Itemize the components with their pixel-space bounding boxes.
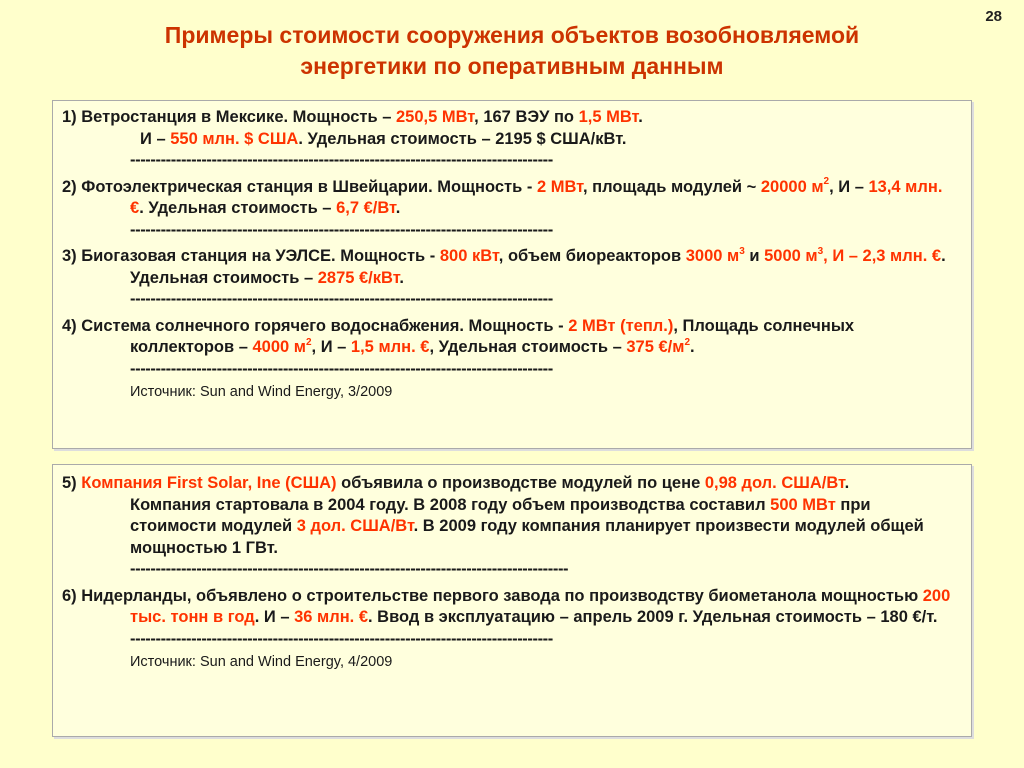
item-line — [130, 129, 957, 151]
item-text: . — [399, 268, 404, 287]
item-text: . Ввод в эксплуатацию – апрель 2009 г. Удельная стоимость – 180 €/т. — [368, 608, 938, 626]
item-solar-water — [62, 316, 957, 404]
item-text: , Площадь солнечных коллекторов – — [130, 316, 855, 356]
separator: ----------------------------------------------------------------------------------- — [130, 151, 553, 169]
highlight-value: 800 кВт — [439, 247, 499, 265]
item-text: , площадь модулей ~ — [583, 177, 761, 196]
highlight-value: 1,5 млн. € — [350, 338, 430, 356]
highlight-value: Компания First Solar, Ine (США) — [81, 474, 337, 492]
item-text: , И – — [829, 177, 869, 196]
highlight-value: 20000 $м^2$ — [760, 176, 830, 196]
highlight-value: 36 млн. € — [294, 608, 369, 626]
item-biogas — [62, 246, 957, 311]
highlight-value: 2 МВт — [536, 177, 583, 196]
highlight-value: 2 МВт (тепл.) — [568, 316, 674, 335]
highlight-value: 250,5 МВт — [395, 108, 475, 126]
separator: -------------------------------------------------------------------------------------- — [130, 560, 569, 578]
highlight-value: 4000 $м^2$ — [252, 336, 312, 356]
highlight-value: 200 тыс. тонн в год — [130, 586, 951, 626]
item-text: . Удельная стоимость – — [130, 247, 946, 287]
examples-box-2 — [52, 464, 972, 737]
item-first-solar — [62, 473, 957, 581]
item-wind-mexico — [62, 107, 957, 172]
item-text: , Удельная стоимость – — [429, 338, 627, 356]
item-netherlands-biomethanol — [62, 586, 957, 674]
item-text: . — [395, 199, 401, 217]
item-text: 5) — [62, 474, 82, 492]
item-text: объявила о производстве модулей по цене — [336, 474, 705, 492]
highlight-value: 13,4 млн. € — [130, 177, 943, 217]
item-text: при стоимости модулей — [130, 495, 871, 535]
item-text: 1) Ветростанция в Мексике. Мощность – — [62, 108, 396, 126]
item-text: И – — [140, 129, 171, 148]
separator: ----------------------------------------------------------------------------------- — [130, 220, 553, 239]
item-text: . И – — [254, 608, 295, 626]
separator: ----------------------------------------------------------------------------------- — [130, 359, 553, 378]
item-line — [130, 495, 957, 560]
source-citation: Источник: Sun and Wind Energy, 4/2009 — [130, 654, 393, 670]
source-citation: Источник: Sun and Wind Energy, 3/2009 — [130, 384, 393, 400]
highlight-value: 2875 €/кВт — [317, 268, 400, 287]
item-pv-switzerland — [62, 177, 957, 242]
item-text: Компания стартовала в 2004 году. В 2008 году объем производства составил — [130, 495, 771, 514]
item-text: . В 2009 году компания планирует произвести модулей общей мощностью 1 ГВт. — [130, 517, 924, 557]
highlight-value: 375 $€/м^2$ — [626, 336, 690, 356]
item-text: и — [744, 247, 765, 265]
highlight-value: 3 дол. США/Вт — [296, 517, 414, 535]
title-line-1: Примеры стоимости сооружения объектов возобновляемой — [164, 22, 860, 48]
separator: ----------------------------------------------------------------------------------- — [130, 629, 553, 648]
highlight-value: 500 МВт — [770, 495, 836, 514]
item-text: 4) Система солнечного горячего водоснабжения. Мощность - — [62, 316, 569, 335]
highlight-value: 3000 $м^3$ — [685, 245, 745, 265]
item-text: 2) Фотоэлектрическая станция в Швейцарии. Мощность - — [62, 177, 537, 196]
item-text: . — [844, 474, 850, 492]
title-line-2: энергетики по оперативным данным — [300, 53, 724, 79]
page-number: 28 — [985, 8, 1002, 25]
item-text: 6) Нидерланды, объявлено о строительстве первого завода по производству биометанола мощностью — [62, 586, 923, 605]
highlight-value: 550 млн. $ США — [170, 129, 299, 148]
item-text: 3) Биогазовая станция на УЭЛСЕ. Мощность - — [62, 247, 440, 265]
highlight-value: 1,5 МВт — [578, 108, 639, 126]
highlight-value: 5000 $м^3$, И – 2,3 млн. € — [764, 245, 942, 265]
highlight-value: 6,7 €/Вт — [336, 199, 396, 217]
slide-title — [0, 20, 1024, 82]
item-text: , объем биореакторов — [498, 247, 686, 265]
item-text: , И – — [311, 338, 351, 356]
separator: ----------------------------------------------------------------------------------- — [130, 290, 553, 308]
item-text: . — [690, 338, 695, 356]
highlight-value: 0,98 дол. США/Вт — [704, 474, 845, 492]
item-text: . — [638, 108, 643, 126]
item-text: . Удельная стоимость – — [139, 199, 337, 217]
examples-box-1 — [52, 100, 972, 449]
item-text: , 167 ВЭУ по — [474, 108, 579, 126]
item-text: . Удельная стоимость – 2195 $ США/кВт. — [298, 129, 627, 148]
